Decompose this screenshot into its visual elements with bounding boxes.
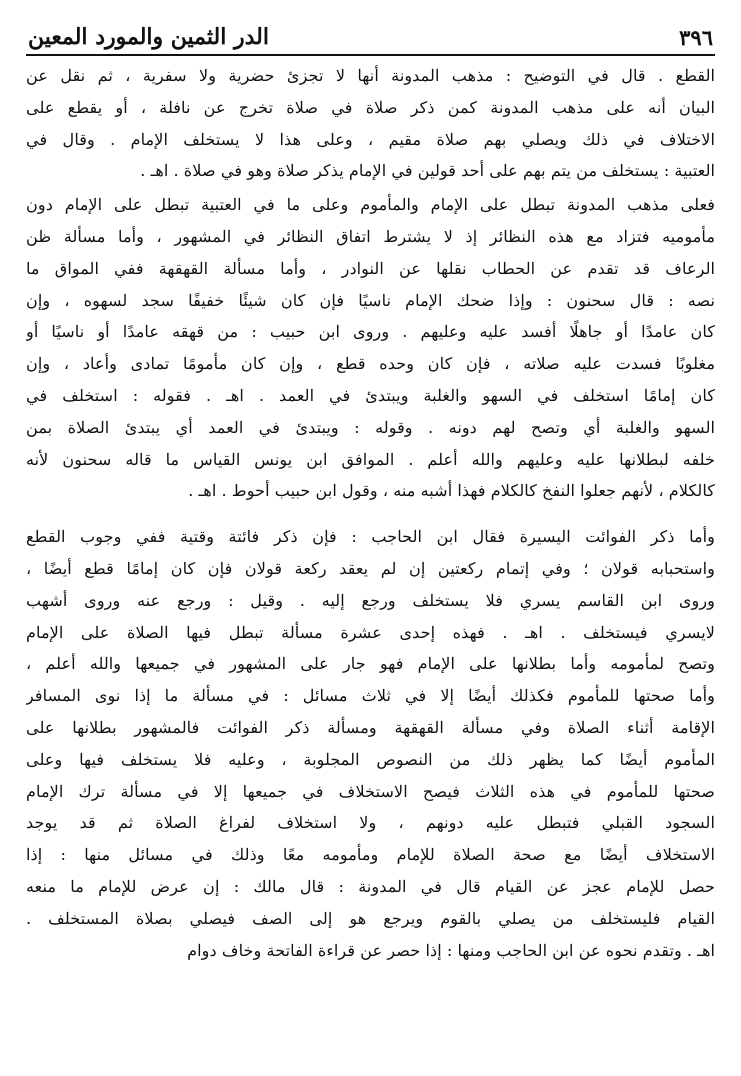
text-line: مغلوبًا فسدت عليه صلاته ، فإن كان وحده قطع ، وإن كان مأمومًا تمادى وأعاد ، وإن: [26, 354, 715, 374]
text-line: صحتها للمأموم في هذه الثلاث فيصح الاستخلاف في جميعها إلا في مسألة ترك الإمام: [26, 781, 715, 801]
body-text: [26, 60, 715, 966]
text-line: الإقامة أثناء الصلاة وفي مسألة القهقهة ومسألة ذكر الفوائت فالمشهور بطلانها على: [26, 717, 715, 737]
paragraph: [26, 521, 715, 966]
text-line: الاختلاف في ذلك ويصلي بهم صلاة مقيم ، وعلى هذا لا يستخلف الإمام . وقال في: [26, 129, 715, 149]
text-line: اهـ . وتقدم نحوه عن ابن الحاجب ومنها : إذا حصر عن قراءة الفاتحة وخاف دوام: [187, 940, 715, 960]
text-line: المأموم أيضًا كما يظهر ذلك من النصوص المجلوبة ، وعليه فلا يستخلف فيها وعلى: [26, 749, 715, 769]
text-line: السجود القبلي فتبطل عليه دونهم ، ولا استخلاف لفراغ الصلاة ثم قد يوجد: [26, 813, 715, 833]
text-line: وتصح لمأمومه وأما بطلانها على الإمام فهو جار على المشهور في جميعها والله أعلم ،: [26, 654, 715, 674]
text-line: وأما صحتها للمأموم فكذلك أيضًا إلا في ثلاث مسائل : في مسألة ما إذا نوى المسافر: [26, 686, 715, 706]
text-line: كان عامدًا أو جاهلًا أفسد عليه وعليهم . وروى ابن حبيب : من قهقه عامدًا أو ناسيًا أو: [26, 322, 715, 342]
paragraph: [26, 189, 715, 507]
text-line: خلفه لبطلانها عليه وعليهم والله أعلم . الموافق ابن يونس القياس ما قاله سحنون لأنه: [26, 449, 715, 469]
paragraph: [26, 60, 715, 187]
text-line: الاستخلاف أيضًا مع صحة الصلاة للإمام ومأمومه معًا وذلك في مسائل منها : إذا: [26, 845, 715, 865]
text-line: القيام فليستخلف من يصلي بالقوم ويرجع هو إلى الصف فيصلي بصلاة المستخلف .: [26, 908, 715, 928]
page-header: [26, 10, 715, 56]
running-title: الدر الثمين والمورد المعين: [28, 23, 270, 50]
text-line: حصل للإمام عجز عن القيام قال في المدونة : قال مالك : إن عرض للإمام ما منعه: [26, 876, 715, 896]
text-line: كالكلام ، لأنهم جعلوا النفخ كالكلام فهذا أشبه منه ، وقول ابن حبيب أحوط . اهـ .: [188, 481, 715, 501]
text-line: العتبية : يستخلف من يتم بهم على أحد قولين في الإمام يذكر صلاة وهو في صلاة . اهـ .: [140, 161, 715, 181]
text-line: كان إمامًا استخلف في السهو والغلبة ويبتدئ في العمد . اهـ . فقوله : استخلف في: [26, 385, 715, 405]
text-line: مأموميه فتزاد مع هذه النظائر إذ لا يشترط اتفاق النظائر في المشهور ، وأما مسألة ظن: [26, 226, 715, 246]
text-line: واستحبابه قولان ؛ وفي إتمام ركعتين إن لم يعقد ركعة قولان فإن كان إمامًا قطع أيضًا ،: [26, 558, 715, 578]
text-line: لايسري فيستخلف . اهـ . فهذه إحدى عشرة مسألة تبطل فيها الصلاة على الإمام: [26, 622, 715, 642]
text-line: البيان أنه على مذهب المدونة كمن ذكر صلاة في صلاة تخرج عن نافلة ، أو يقطع على: [26, 97, 715, 117]
text-line: وروى ابن القاسم يسري فلا يستخلف ورجع إليه . وقيل : ورجع عنه وروى أشهب: [26, 590, 715, 610]
text-line: الرعاف قد تقدم عن الحطاب نقلها عن النوادر ، وأما مسألة القهقهة ففي المواق ما: [26, 258, 715, 278]
text-line: فعلى مذهب المدونة تبطل على الإمام والمأموم وعلى ما في العتبية تبطل على الإمام دون: [26, 195, 715, 215]
text-line: وأما ذكر الفوائت اليسيرة فقال ابن الحاجب : فإن ذكر فائتة وقتية ففي وجوب القطع: [26, 527, 715, 547]
text-line: السهو والغلبة أي وتصح لهم دونه . وقوله : ويبتدئ في العمد أي يبتدئ الصلاة بمن: [26, 417, 715, 437]
text-line: نصه : قال سحنون : وإذا ضحك الإمام ناسيًا فإن كان شيئًا خفيفًا سجد لسهوه ، وإن: [26, 290, 715, 310]
page-number: ٣٩٦: [679, 24, 713, 50]
text-line: القطع . قال في التوضيح : مذهب المدونة أنها لا تجزئ حضرية ولا سفرية ، ثم نقل عن: [26, 66, 715, 85]
